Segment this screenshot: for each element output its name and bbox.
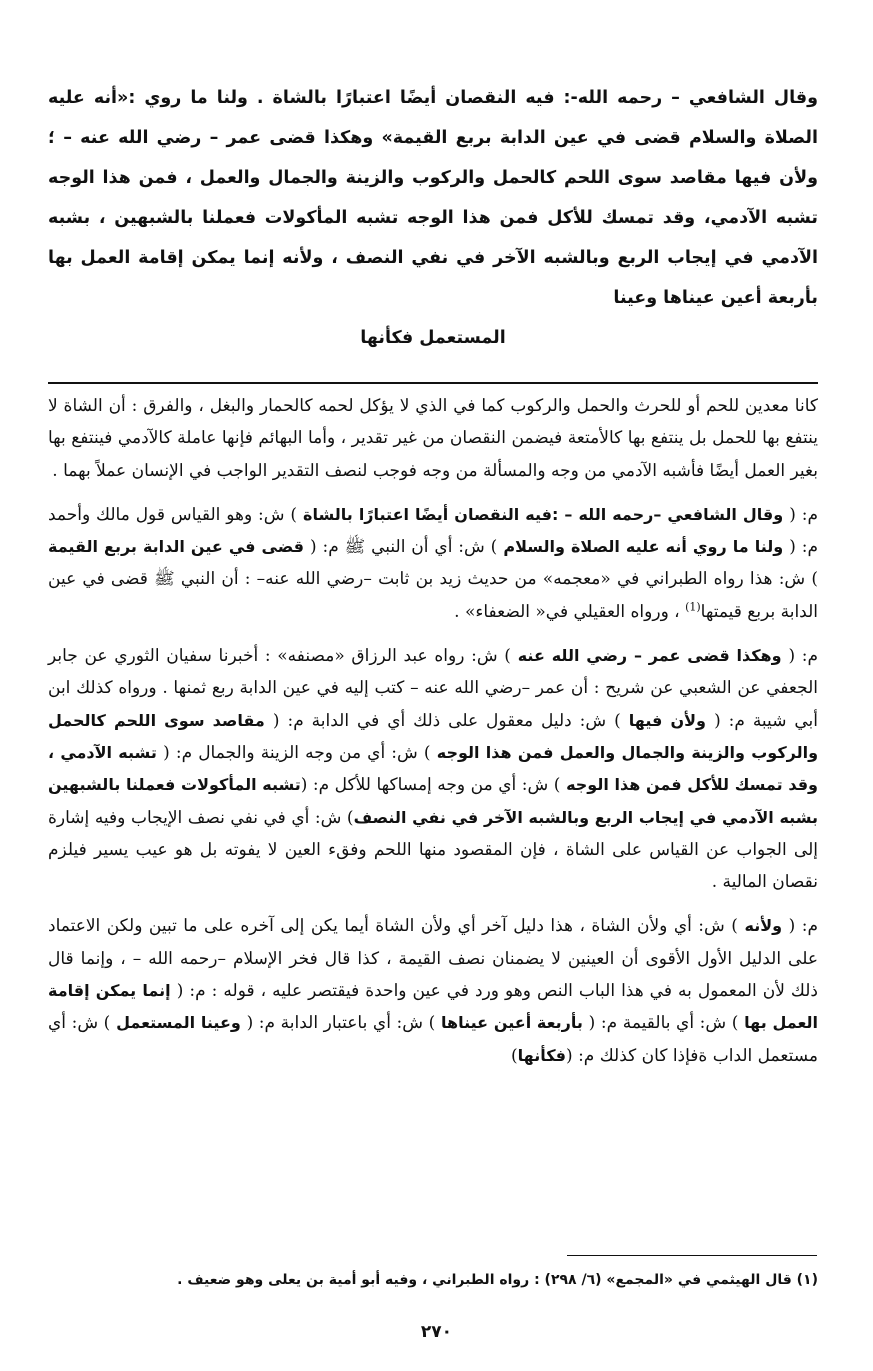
text-segment: م: ( <box>789 504 818 525</box>
text-segment: ) ش: أي من وجه إمساكها للأكل م: ( <box>300 775 561 796</box>
quoted-matn: وقال الشافعي –رحمه الله – :فيه النقصان أيضًا اعتبارًا بالشاة <box>297 504 790 524</box>
quoted-matn: مقاصد سوى اللحم كالحمل والركوب والزينة والجمال والعمل فمن هذا الوجه <box>48 710 819 762</box>
quoted-matn: بأربعة أعين عيناها <box>435 1013 589 1033</box>
commentary-paragraph-4 <box>48 910 818 1071</box>
page-number: ٢٧٠ <box>420 1322 453 1342</box>
footnote: (١) قال الهيثمي في «المجمع» (٦/ ٢٩٨) : رواه الطبراني ، وفيه أبو أمية بن يعلى وهو ضعيف . <box>177 1272 818 1288</box>
text-segment: ) ش: هذا رواه الطبراني في «معجمه» من حديث زيد بن ثابت –رضي الله عنه– : أن النبي ﷺ قضى في عين الدابة بربع قيمتها <box>48 569 818 622</box>
quoted-matn: وهكذا قضى عمر – رضي الله عنه <box>510 646 789 666</box>
text-segment: م: ( <box>788 916 819 937</box>
page-content <box>48 78 818 1084</box>
quoted-matn: ولأنه <box>737 916 789 936</box>
quoted-matn: تشبه المأكولات فعملنا بالشبهين بشبه الآدمي في إيجاب الربع وبالشبه الآخر في نفي النصف <box>48 775 819 827</box>
main-text-block <box>48 78 818 358</box>
quoted-matn: ولأن فيها <box>620 710 715 730</box>
commentary-block <box>48 390 818 1072</box>
main-commentary-separator <box>48 382 818 384</box>
quoted-matn: وعينا المستعمل <box>110 1013 247 1033</box>
text-segment: ، ورواه العقيلي في« الضعفاء» . <box>454 601 686 622</box>
commentary-paragraph-1: كانا معدين للحم أو للحرث والحمل والركوب كما في الذي لا يؤكل لحمه كالحمار والبغل ، والفرق : أن الشاة لا ينتفع بها للحمل بل ينتفع بها كالأمتعة فيضمن النقصان من غير تقدير ، وأما البهائم فإنها عاملة كالآدمي فينتفع بها بغير العمل أيضًا فأشبه الآدمي من وجه والمسألة من وجه فوجب لنصف التقدير الواجب في الإنسان عملاً بهما . <box>48 396 818 481</box>
commentary-paragraph-3 <box>48 640 818 898</box>
quoted-matn: إنما يمكن إقامة العمل بها <box>48 981 818 1033</box>
text-segment: ) ش: وهو القياس قول مالك وأحمد م: ( <box>48 504 818 558</box>
text-segment: ) ش: أي بالقيمة م: ( <box>588 1013 739 1034</box>
text-segment: ) ش: أي باعتبار الدابة م: ( <box>246 1013 436 1034</box>
text-segment: ) ش: أي في نفي نصف الإيجاب وفيه إشارة إلى الجواب عن القياس على الشاة ، فإن المقصود منها اللحم وفقء العين لا يفوته بل هو عيب يسير فيلزم نقصان المالية . <box>48 807 818 893</box>
commentary-paragraph-2 <box>48 499 818 628</box>
main-text-body: وقال الشافعي – رحمه الله-: فيه النقصان أيضًا اعتبارًا بالشاة . ولنا ما روي :«أنه عليه الصلاة والسلام قضى في عين الدابة بربع القيمة» وهكذا قضى عمر – رضي الله عنه – ؛ ولأن فيها مقاصد سوى اللحم كالحمل والركوب والزينة والجمال والعمل ، فمن هذا الوجه تشبه الآدمي، وقد تمسك للأكل فمن هذا الوجه تشبه المأكولات فعملنا بالشبهين ، بشبه الآدمي في إيجاب الربع وبالشبه الآخر في نفي النصف ، ولأنه إنما يمكن إقامة العمل بها بأربعة أعين عيناها وعينا <box>48 88 818 308</box>
text-segment: ) <box>511 1045 518 1066</box>
footnote-reference[interactable]: (1) <box>685 600 701 614</box>
text-segment: ) ش: رواه عبد الرزاق «مصنفه» : أخبرنا سفيان الثوري عن جابر الجعفي عن الشعبي عن شريح : أن عمر –رضي الله عنه – كتب إليه في عين الدابة ربع ثمنها . ورواه كذلك ابن أبي شيبة م: ( <box>48 646 818 731</box>
quoted-matn: فكأنها <box>517 1045 567 1065</box>
footnote-separator <box>567 1255 817 1256</box>
quoted-matn: تشبه الآدمي ، وقد تمسك للأكل فمن هذا الوجه <box>48 742 818 795</box>
text-segment: ) ش: أي أن النبي ﷺ م: ( <box>310 537 498 558</box>
quoted-matn: ولنا ما روي أنه عليه الصلاة والسلام <box>497 537 790 557</box>
text-segment: م: ( <box>788 646 818 667</box>
text-segment: ) ش: أي مستعمل الداب ةفإذا كان كذلك م: ( <box>48 1013 818 1066</box>
quoted-matn: قضى في عين الدابة بربع القيمة <box>48 537 311 557</box>
text-segment: ) ش: دليل معقول على ذلك أي في الدابة م: ( <box>272 710 621 731</box>
text-segment: ) ش: أي ولأن الشاة ، هذا دليل آخر أي ولأن الشاة أيما يكن إلى آخره على ما تبين ولكن الاعتماد على الدليل الأول الأقوى أن العينين لا يضمنان نصف القيمة ، كذا قال فخر الإسلام –رحمه الله – ، وإنما قال ذلك لأن المعمول به في هذا الباب النص وهو ورد في عين واحدة فيقتصر عليه ، قوله : م: ( <box>48 916 819 1002</box>
main-text-last-line: المستعمل فكأنها <box>360 328 506 348</box>
text-segment: ) ش: أي من وجه الزينة والجمال م: ( <box>163 742 431 763</box>
